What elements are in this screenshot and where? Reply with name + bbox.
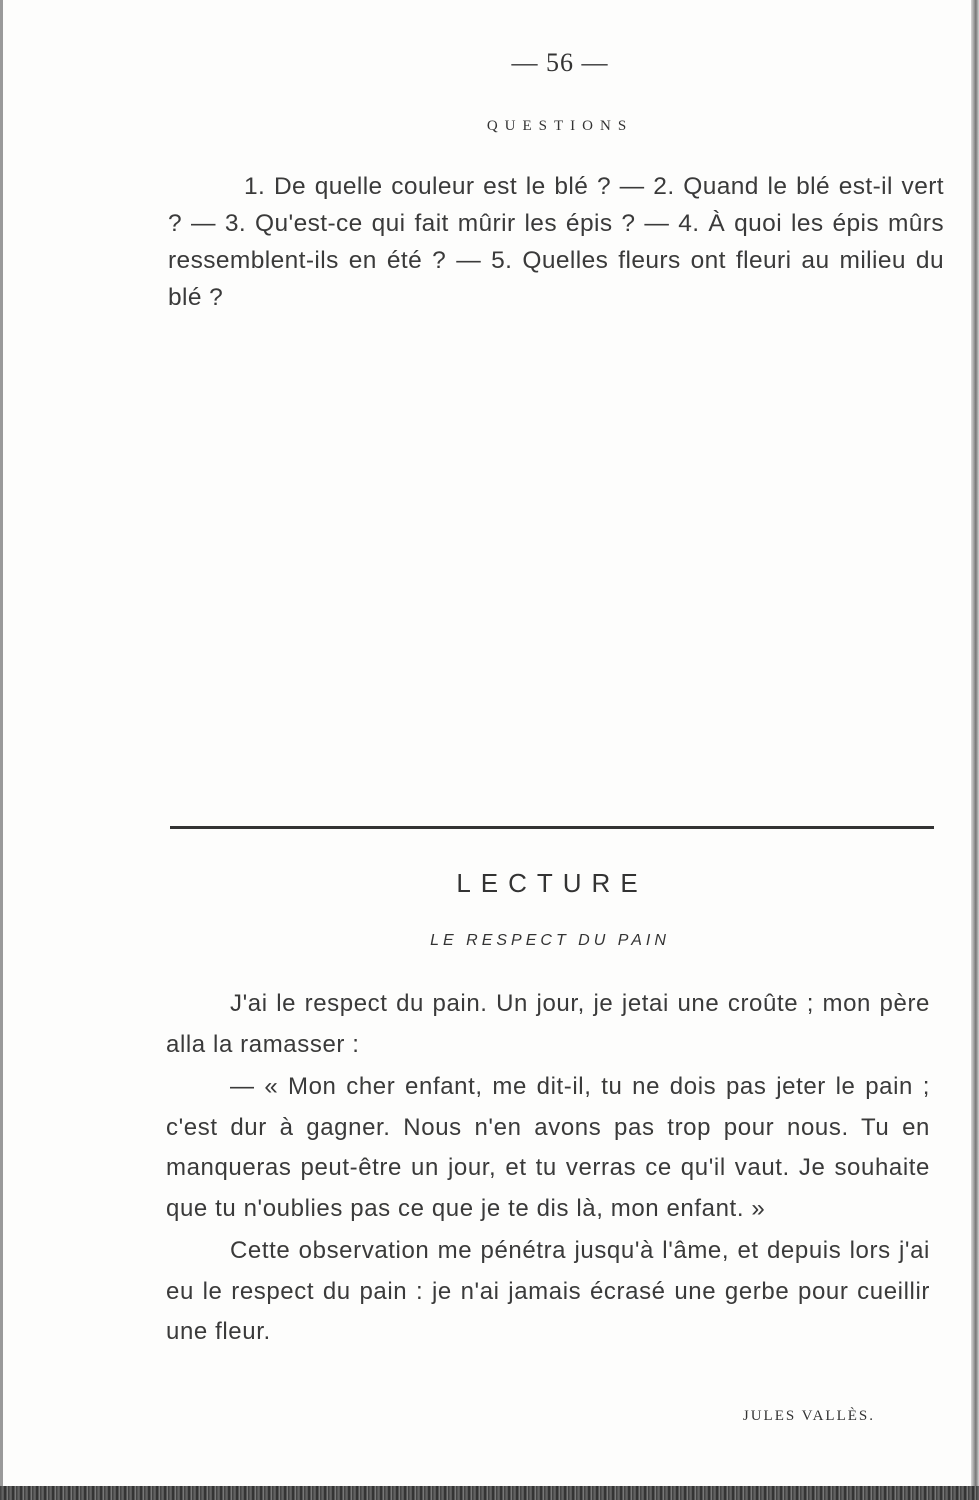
lecture-paragraph: — « Mon cher enfant, me dit-il, tu ne dois pas jeter le pain ; c'est dur à gagner. Nous n'en avons pas trop pour nous. Tu en manqueras peut-être un jour, et tu verras ce qu'il vaut. Je souhaite que tu n'oublies pas ce que je te dis là, mon enfant. »	[166, 1073, 930, 1222]
lecture-paragraph: Cette observation me pénétra jusqu'à l'âme, et depuis lors j'ai eu le respect du pain : je n'ai jamais écrasé une gerbe pour cueillir une fleur.	[166, 1237, 930, 1345]
lecture-paragraph: J'ai le respect du pain. Un jour, je jetai une croûte ; mon père alla la ramasser :	[166, 990, 930, 1058]
lecture-title: LECTURE	[456, 868, 648, 898]
questions-heading: QUESTIONS	[486, 118, 634, 134]
page-bottom-edge	[0, 1486, 979, 1500]
author-signature: JULES VALLÈS.	[742, 1408, 875, 1424]
questions-text: 1. De quelle couleur est le blé ? — 2. Quand le blé est-il vert ? — 3. Qu'est-ce qui fait mûrir les épis ? — 4. À quoi les épis mûrs ressemblent-ils en été ? — 5. Quelles fleurs ont fleuri au milieu du blé ?	[168, 173, 944, 311]
section-divider	[170, 826, 934, 829]
page-left-edge	[0, 0, 3, 1500]
lecture-body	[166, 984, 930, 1355]
lecture-subtitle: LE RESPECT DU PAIN	[430, 932, 670, 949]
page-right-edge	[971, 0, 979, 1500]
page-number: — 56 —	[511, 48, 609, 77]
